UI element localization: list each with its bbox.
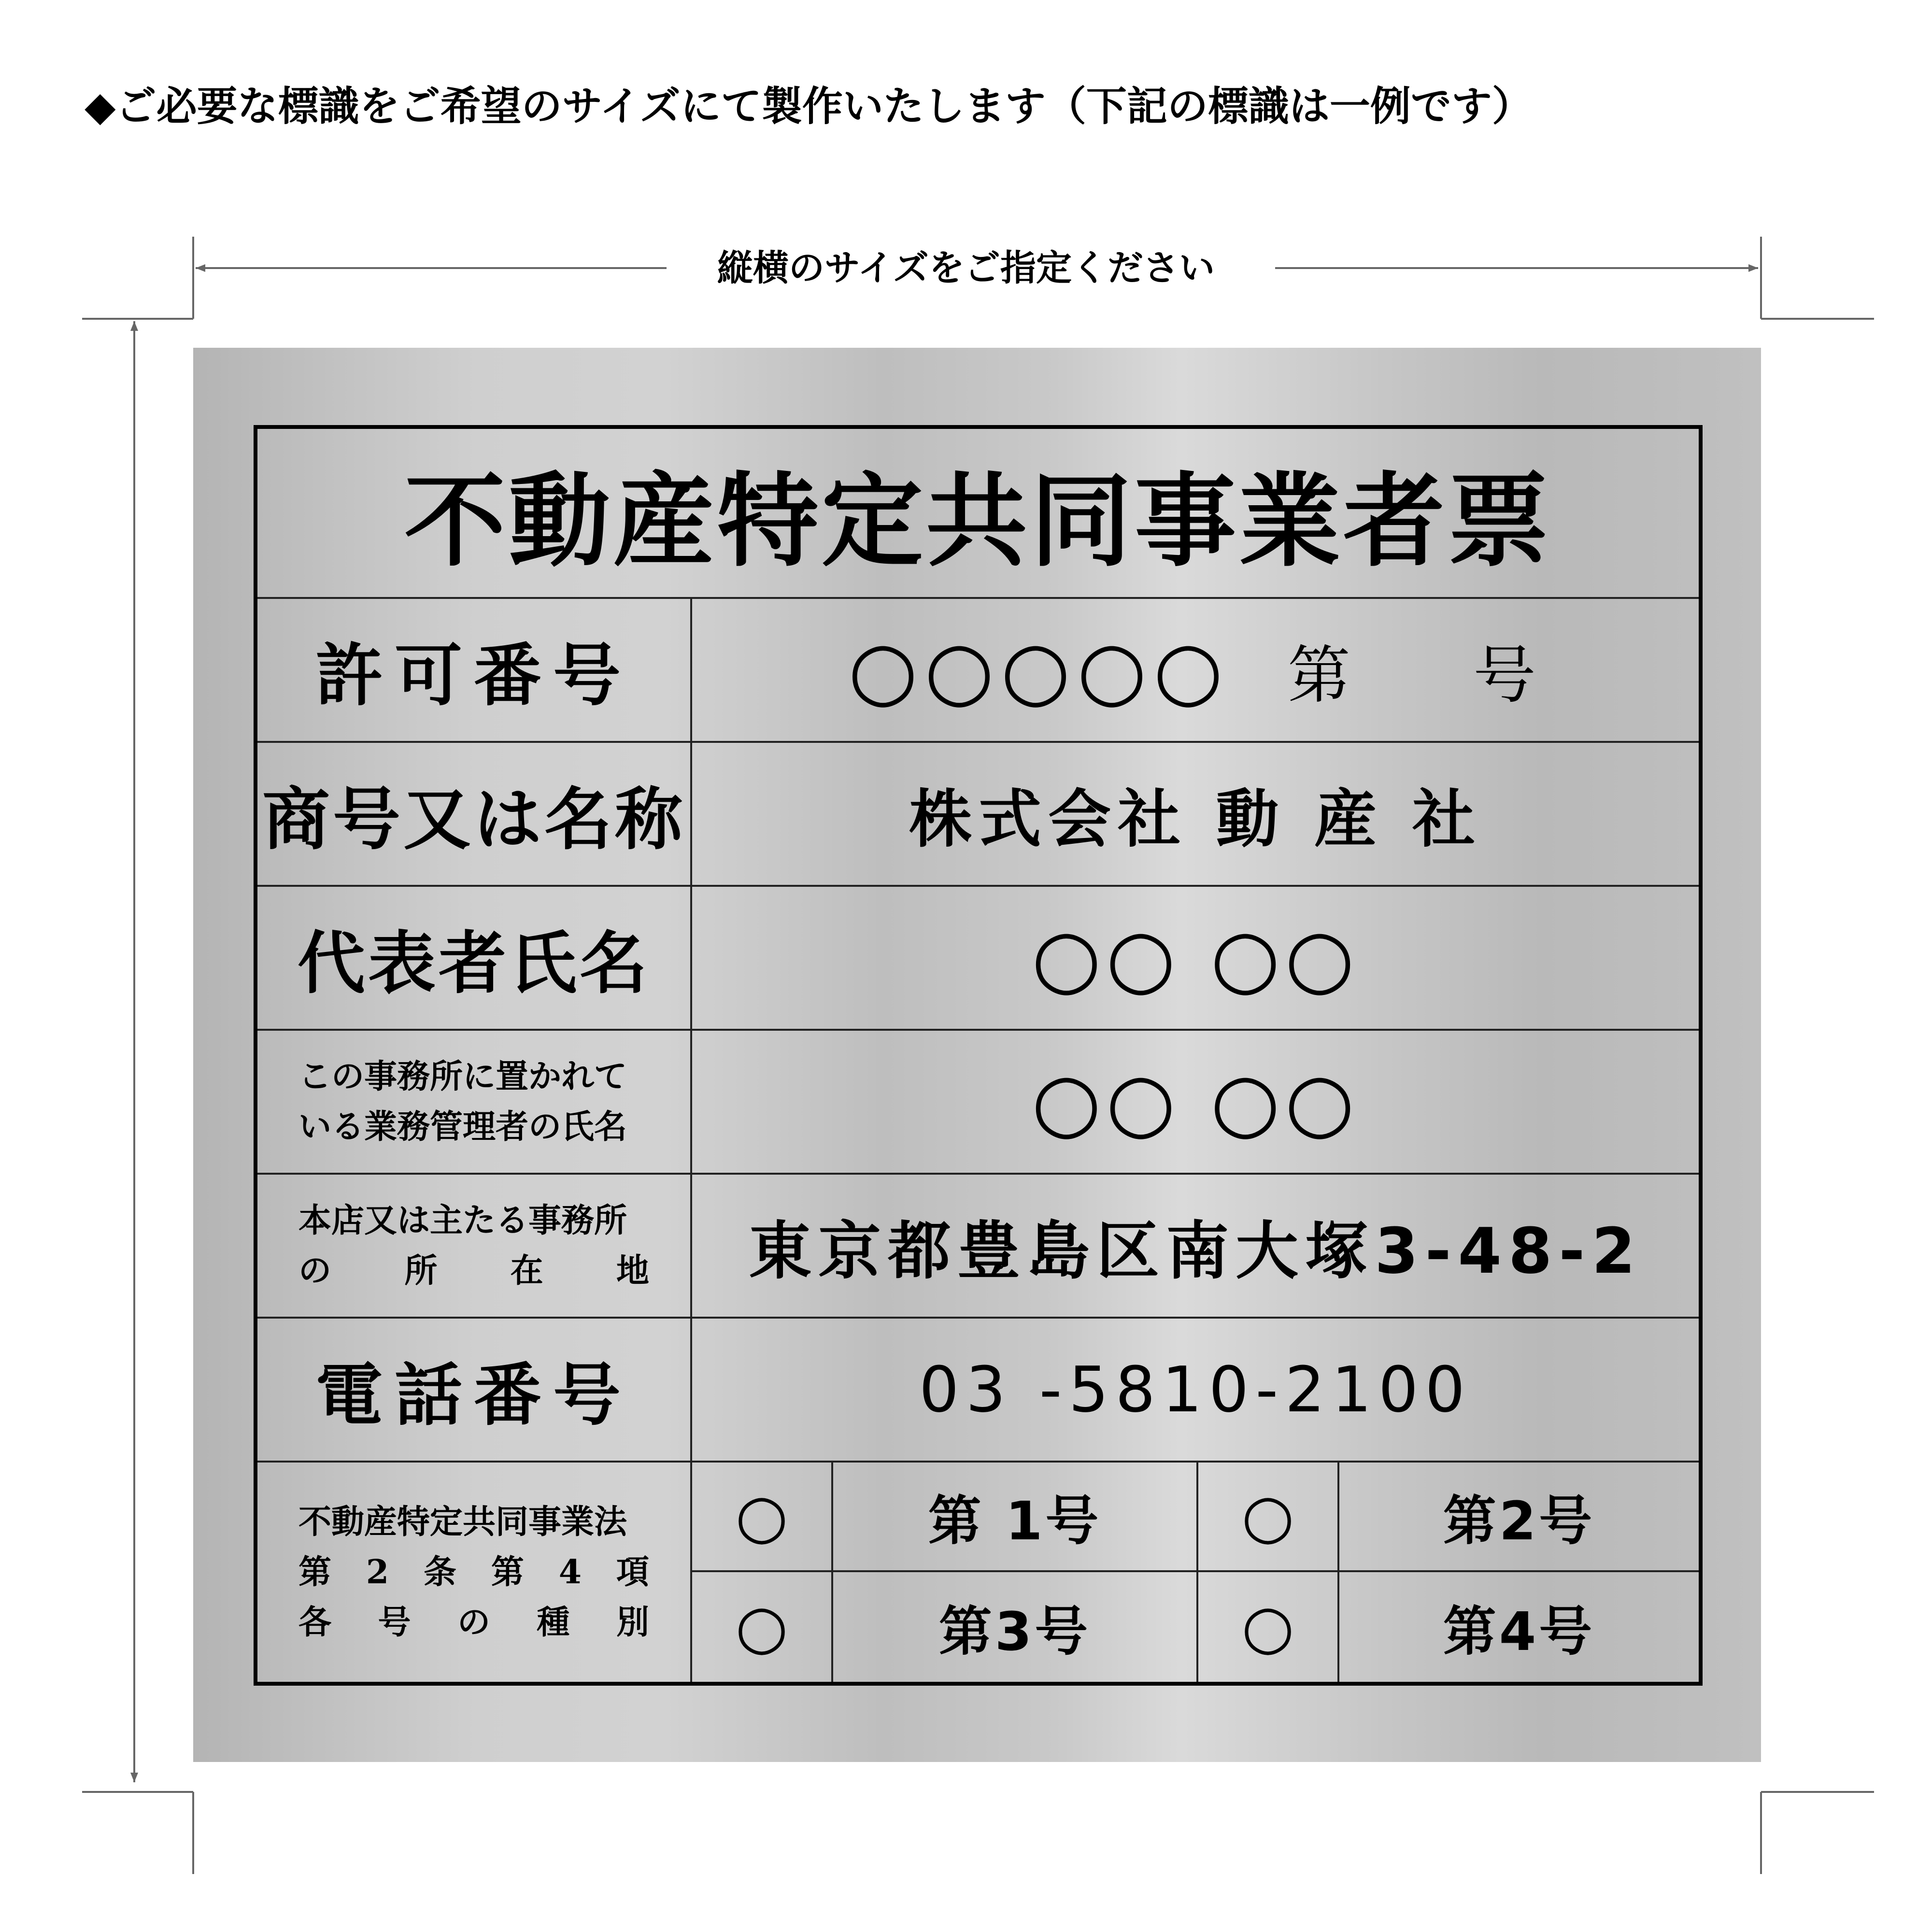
sign-table [254,425,1703,1686]
license-number-dai: 第 [1287,638,1357,712]
label-license-number: 許可番号 [257,599,692,743]
sign-plate [193,348,1761,1762]
value-license-number [692,599,1699,743]
value-representative-name: ○○ ○○ [692,887,1699,1031]
arrow-up-icon [130,321,138,331]
business-type-4: 第4号 [1443,1600,1595,1662]
business-type-1: 第 1号 [833,1463,1198,1572]
label-representative-name: 代表者氏名 [257,887,692,1031]
label-line: いる業務管理者の氏名 [298,1108,627,1146]
license-number-placeholder: ○○○○○ [848,624,1230,716]
label-business-type [257,1463,692,1682]
label-line: の 所 在 地 [298,1251,649,1290]
license-number-go: 号 [1473,638,1543,712]
label-trade-name: 商号又は名称 [257,743,692,887]
label-line: 第 2 条 第 4 項 [298,1553,649,1591]
checkbox-type-2[interactable]: ○ [1198,1463,1339,1572]
label-office-manager-name [257,1031,692,1175]
sign-title: 不動産特定共同事業者票 [257,429,1699,599]
size-instruction: 縦横のサイズをご指定ください [717,247,1215,289]
arrow-left-icon [196,264,205,272]
label-head-office-address [257,1175,692,1319]
arrow-down-icon [130,1773,138,1782]
label-line: 各 号 の 種 別 [298,1603,649,1642]
arrow-right-icon [1748,264,1758,272]
label-line: この事務所に置かれて [298,1057,627,1096]
checkbox-type-3[interactable]: ○ [692,1572,833,1682]
page-heading: ◆ご必要な標識をご希望のサイズにて製作いたします（下記の標識は一例です） [85,83,1533,130]
business-type-2: 第2号 [1339,1463,1699,1572]
checkbox-type-1[interactable]: ○ [692,1463,833,1572]
label-phone-number: 電話番号 [257,1319,692,1463]
checkbox-type-4[interactable]: ○ [1198,1572,1339,1682]
value-trade-name: 株式会社 動 産 社 [692,743,1699,887]
label-line: 本店又は主たる事務所 [298,1201,627,1240]
label-line: 不動産特定共同事業法 [298,1503,627,1541]
value-office-manager-name: ○○ ○○ [692,1031,1699,1175]
value-head-office-address: 東京都豊島区南大塚3-48-2 [692,1175,1699,1319]
business-type-3: 第3号 [833,1572,1198,1682]
value-phone-number: 03 -5810-2100 [692,1319,1699,1463]
